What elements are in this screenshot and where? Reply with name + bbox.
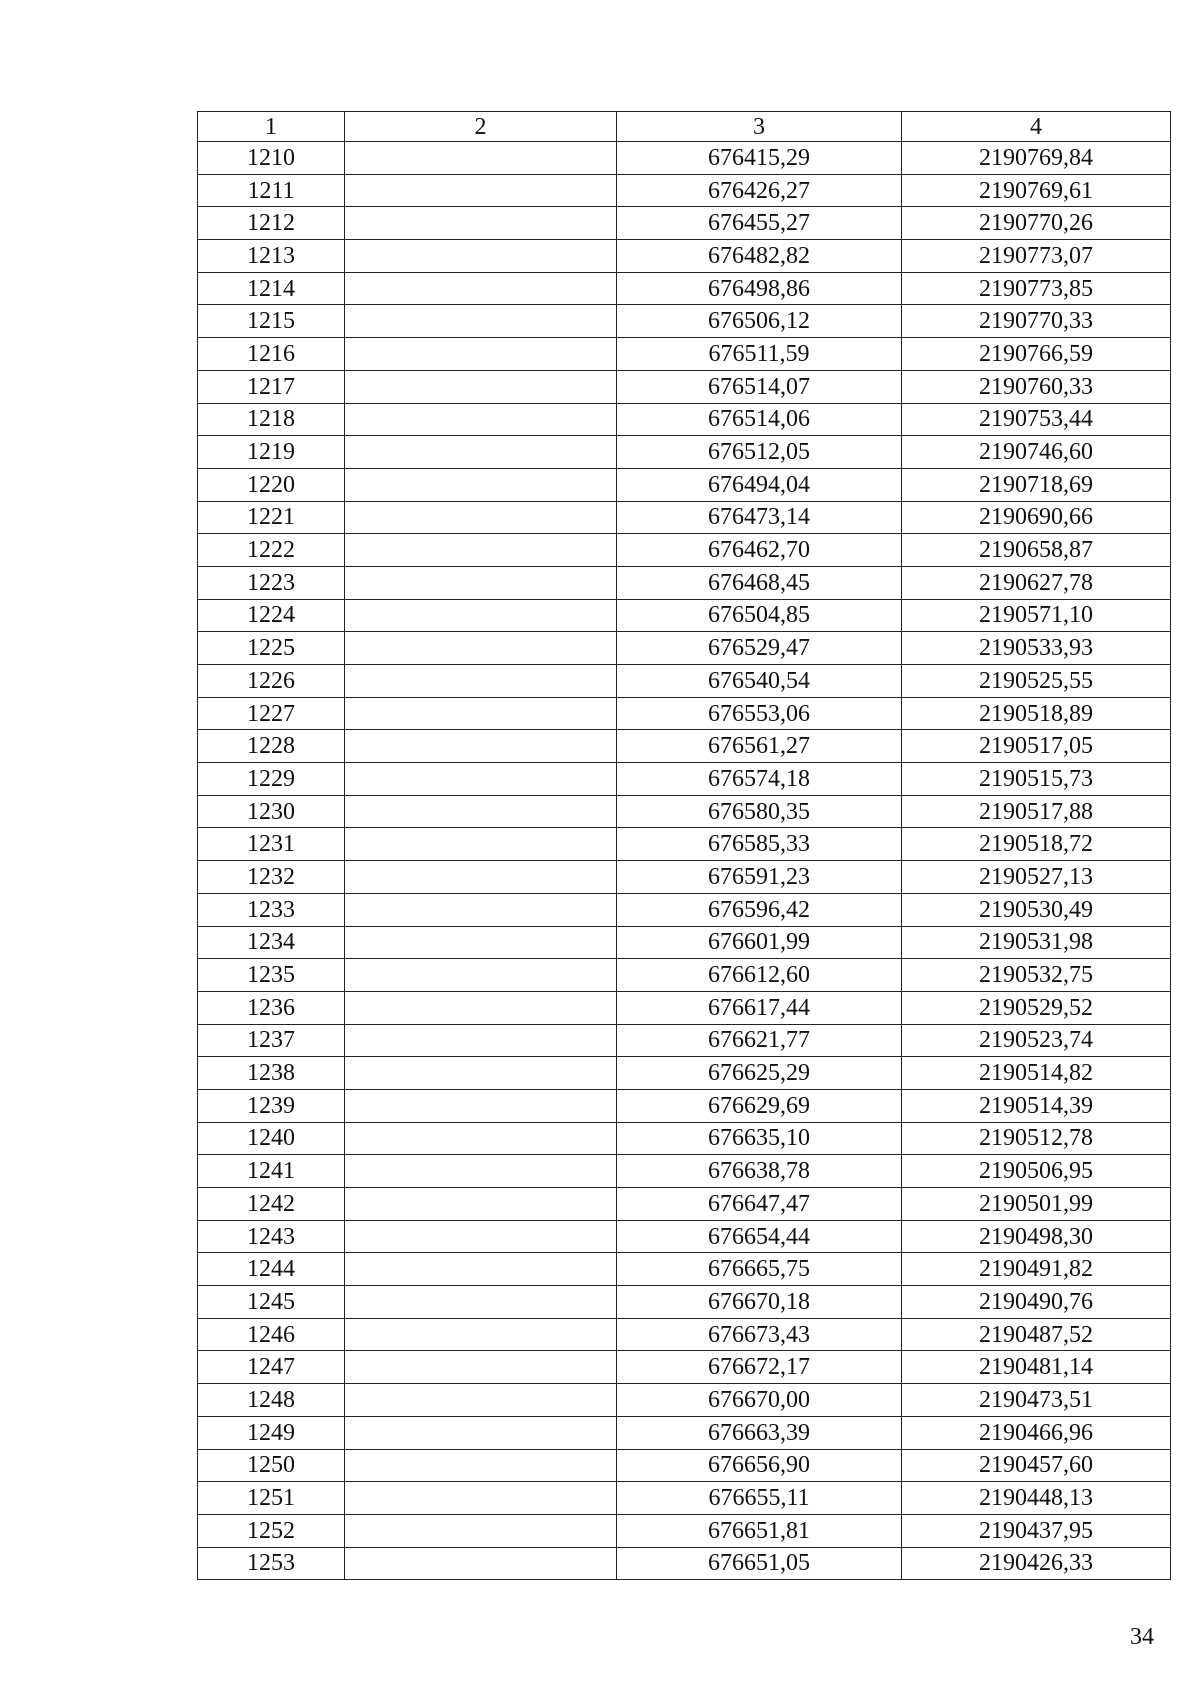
point-number-cell: 1222	[198, 534, 345, 567]
x-coordinate-cell: 676656,90	[617, 1449, 902, 1482]
description-cell	[345, 632, 617, 665]
y-coordinate-cell: 2190627,78	[902, 566, 1171, 599]
description-cell	[345, 665, 617, 698]
y-coordinate-cell: 2190533,93	[902, 632, 1171, 665]
x-coordinate-cell: 676498,86	[617, 272, 902, 305]
x-coordinate-cell: 676663,39	[617, 1416, 902, 1449]
x-coordinate-cell: 676617,44	[617, 991, 902, 1024]
description-cell	[345, 501, 617, 534]
x-coordinate-cell: 676673,43	[617, 1318, 902, 1351]
x-coordinate-cell: 676672,17	[617, 1351, 902, 1384]
y-coordinate-cell: 2190426,33	[902, 1547, 1171, 1580]
description-cell	[345, 566, 617, 599]
point-number-cell: 1242	[198, 1188, 345, 1221]
x-coordinate-cell: 676655,11	[617, 1482, 902, 1515]
table-row	[198, 730, 1171, 763]
description-cell	[345, 893, 617, 926]
coordinates-table	[197, 111, 1171, 1580]
description-cell	[345, 926, 617, 959]
point-number-cell: 1232	[198, 861, 345, 894]
y-coordinate-cell: 2190525,55	[902, 665, 1171, 698]
point-number-cell: 1244	[198, 1253, 345, 1286]
description-cell	[345, 959, 617, 992]
table-row	[198, 1351, 1171, 1384]
y-coordinate-cell: 2190769,84	[902, 142, 1171, 175]
y-coordinate-cell: 2190514,82	[902, 1057, 1171, 1090]
y-coordinate-cell: 2190773,85	[902, 272, 1171, 305]
x-coordinate-cell: 676514,06	[617, 403, 902, 436]
table-row	[198, 436, 1171, 469]
point-number-cell: 1225	[198, 632, 345, 665]
x-coordinate-cell: 676512,05	[617, 436, 902, 469]
point-number-cell: 1215	[198, 305, 345, 338]
y-coordinate-cell: 2190766,59	[902, 338, 1171, 371]
description-cell	[345, 1057, 617, 1090]
point-number-cell: 1223	[198, 566, 345, 599]
y-coordinate-cell: 2190518,72	[902, 828, 1171, 861]
description-cell	[345, 1514, 617, 1547]
description-cell	[345, 272, 617, 305]
point-number-cell: 1227	[198, 697, 345, 730]
point-number-cell: 1251	[198, 1482, 345, 1515]
y-coordinate-cell: 2190769,61	[902, 174, 1171, 207]
y-coordinate-cell: 2190457,60	[902, 1449, 1171, 1482]
table-row	[198, 1384, 1171, 1417]
point-number-cell: 1216	[198, 338, 345, 371]
y-coordinate-cell: 2190501,99	[902, 1188, 1171, 1221]
point-number-cell: 1236	[198, 991, 345, 1024]
x-coordinate-cell: 676621,77	[617, 1024, 902, 1057]
description-cell	[345, 240, 617, 273]
point-number-cell: 1239	[198, 1089, 345, 1122]
x-coordinate-cell: 676625,29	[617, 1057, 902, 1090]
table-row	[198, 599, 1171, 632]
description-cell	[345, 1482, 617, 1515]
table-row	[198, 828, 1171, 861]
table-row	[198, 1416, 1171, 1449]
table-row	[198, 665, 1171, 698]
description-cell	[345, 1384, 617, 1417]
point-number-cell: 1241	[198, 1155, 345, 1188]
description-cell	[345, 1253, 617, 1286]
page-number: 34	[1130, 1624, 1154, 1650]
point-number-cell: 1253	[198, 1547, 345, 1580]
description-cell	[345, 468, 617, 501]
x-coordinate-cell: 676514,07	[617, 370, 902, 403]
description-cell	[345, 370, 617, 403]
point-number-cell: 1245	[198, 1286, 345, 1319]
table-row	[198, 763, 1171, 796]
table-row	[198, 1449, 1171, 1482]
table-row	[198, 305, 1171, 338]
point-number-cell: 1237	[198, 1024, 345, 1057]
point-number-cell: 1246	[198, 1318, 345, 1351]
column-header: 1	[198, 112, 345, 142]
x-coordinate-cell: 676580,35	[617, 795, 902, 828]
x-coordinate-cell: 676654,44	[617, 1220, 902, 1253]
table-row	[198, 632, 1171, 665]
table-body	[198, 142, 1171, 1580]
y-coordinate-cell: 2190718,69	[902, 468, 1171, 501]
description-cell	[345, 207, 617, 240]
x-coordinate-cell: 676651,05	[617, 1547, 902, 1580]
point-number-cell: 1238	[198, 1057, 345, 1090]
description-cell	[345, 991, 617, 1024]
x-coordinate-cell: 676574,18	[617, 763, 902, 796]
table-row	[198, 1057, 1171, 1090]
y-coordinate-cell: 2190498,30	[902, 1220, 1171, 1253]
y-coordinate-cell: 2190760,33	[902, 370, 1171, 403]
point-number-cell: 1220	[198, 468, 345, 501]
x-coordinate-cell: 676596,42	[617, 893, 902, 926]
point-number-cell: 1229	[198, 763, 345, 796]
description-cell	[345, 861, 617, 894]
y-coordinate-cell: 2190530,49	[902, 893, 1171, 926]
point-number-cell: 1249	[198, 1416, 345, 1449]
x-coordinate-cell: 676553,06	[617, 697, 902, 730]
table-row	[198, 1253, 1171, 1286]
x-coordinate-cell: 676473,14	[617, 501, 902, 534]
description-cell	[345, 1089, 617, 1122]
x-coordinate-cell: 676462,70	[617, 534, 902, 567]
description-cell	[345, 1351, 617, 1384]
description-cell	[345, 1547, 617, 1580]
table-row	[198, 240, 1171, 273]
y-coordinate-cell: 2190517,05	[902, 730, 1171, 763]
point-number-cell: 1240	[198, 1122, 345, 1155]
point-number-cell: 1230	[198, 795, 345, 828]
table-row	[198, 1089, 1171, 1122]
table-row	[198, 1220, 1171, 1253]
x-coordinate-cell: 676504,85	[617, 599, 902, 632]
y-coordinate-cell: 2190487,52	[902, 1318, 1171, 1351]
table-row	[198, 468, 1171, 501]
y-coordinate-cell: 2190490,76	[902, 1286, 1171, 1319]
table-row	[198, 893, 1171, 926]
x-coordinate-cell: 676482,82	[617, 240, 902, 273]
y-coordinate-cell: 2190753,44	[902, 403, 1171, 436]
description-cell	[345, 1286, 617, 1319]
point-number-cell: 1212	[198, 207, 345, 240]
point-number-cell: 1252	[198, 1514, 345, 1547]
table-row	[198, 959, 1171, 992]
table-row	[198, 174, 1171, 207]
x-coordinate-cell: 676629,69	[617, 1089, 902, 1122]
point-number-cell: 1214	[198, 272, 345, 305]
table-row	[198, 861, 1171, 894]
x-coordinate-cell: 676651,81	[617, 1514, 902, 1547]
table-row	[198, 501, 1171, 534]
x-coordinate-cell: 676561,27	[617, 730, 902, 763]
x-coordinate-cell: 676468,45	[617, 566, 902, 599]
x-coordinate-cell: 676591,23	[617, 861, 902, 894]
x-coordinate-cell: 676426,27	[617, 174, 902, 207]
point-number-cell: 1213	[198, 240, 345, 273]
point-number-cell: 1224	[198, 599, 345, 632]
point-number-cell: 1210	[198, 142, 345, 175]
point-number-cell: 1234	[198, 926, 345, 959]
y-coordinate-cell: 2190448,13	[902, 1482, 1171, 1515]
description-cell	[345, 1449, 617, 1482]
table-row	[198, 1024, 1171, 1057]
x-coordinate-cell: 676612,60	[617, 959, 902, 992]
y-coordinate-cell: 2190506,95	[902, 1155, 1171, 1188]
table-header-row	[198, 112, 1171, 142]
point-number-cell: 1226	[198, 665, 345, 698]
table-row	[198, 697, 1171, 730]
description-cell	[345, 403, 617, 436]
point-number-cell: 1233	[198, 893, 345, 926]
y-coordinate-cell: 2190658,87	[902, 534, 1171, 567]
point-number-cell: 1217	[198, 370, 345, 403]
x-coordinate-cell: 676529,47	[617, 632, 902, 665]
table-row	[198, 1155, 1171, 1188]
x-coordinate-cell: 676494,04	[617, 468, 902, 501]
table-row	[198, 207, 1171, 240]
table-row	[198, 338, 1171, 371]
y-coordinate-cell: 2190532,75	[902, 959, 1171, 992]
x-coordinate-cell: 676415,29	[617, 142, 902, 175]
description-cell	[345, 828, 617, 861]
y-coordinate-cell: 2190523,74	[902, 1024, 1171, 1057]
point-number-cell: 1211	[198, 174, 345, 207]
x-coordinate-cell: 676635,10	[617, 1122, 902, 1155]
table-row	[198, 991, 1171, 1024]
x-coordinate-cell: 676455,27	[617, 207, 902, 240]
description-cell	[345, 436, 617, 469]
description-cell	[345, 795, 617, 828]
description-cell	[345, 1220, 617, 1253]
table-row	[198, 403, 1171, 436]
description-cell	[345, 1318, 617, 1351]
table-row	[198, 1286, 1171, 1319]
description-cell	[345, 1122, 617, 1155]
description-cell	[345, 305, 617, 338]
column-header: 3	[617, 112, 902, 142]
y-coordinate-cell: 2190512,78	[902, 1122, 1171, 1155]
table-row	[198, 566, 1171, 599]
point-number-cell: 1247	[198, 1351, 345, 1384]
y-coordinate-cell: 2190531,98	[902, 926, 1171, 959]
point-number-cell: 1221	[198, 501, 345, 534]
x-coordinate-cell: 676638,78	[617, 1155, 902, 1188]
point-number-cell: 1228	[198, 730, 345, 763]
y-coordinate-cell: 2190529,52	[902, 991, 1171, 1024]
y-coordinate-cell: 2190746,60	[902, 436, 1171, 469]
description-cell	[345, 599, 617, 632]
table-row	[198, 1482, 1171, 1515]
x-coordinate-cell: 676670,18	[617, 1286, 902, 1319]
description-cell	[345, 763, 617, 796]
description-cell	[345, 1024, 617, 1057]
table-row	[198, 1122, 1171, 1155]
point-number-cell: 1248	[198, 1384, 345, 1417]
table-row	[198, 142, 1171, 175]
table-row	[198, 272, 1171, 305]
point-number-cell: 1218	[198, 403, 345, 436]
description-cell	[345, 730, 617, 763]
table-row	[198, 795, 1171, 828]
table-row	[198, 534, 1171, 567]
table-row	[198, 926, 1171, 959]
table-row	[198, 1514, 1171, 1547]
description-cell	[345, 142, 617, 175]
y-coordinate-cell: 2190770,33	[902, 305, 1171, 338]
y-coordinate-cell: 2190491,82	[902, 1253, 1171, 1286]
y-coordinate-cell: 2190437,95	[902, 1514, 1171, 1547]
y-coordinate-cell: 2190515,73	[902, 763, 1171, 796]
y-coordinate-cell: 2190770,26	[902, 207, 1171, 240]
x-coordinate-cell: 676506,12	[617, 305, 902, 338]
table-row	[198, 1188, 1171, 1221]
x-coordinate-cell: 676670,00	[617, 1384, 902, 1417]
description-cell	[345, 1416, 617, 1449]
x-coordinate-cell: 676585,33	[617, 828, 902, 861]
y-coordinate-cell: 2190473,51	[902, 1384, 1171, 1417]
table-row	[198, 370, 1171, 403]
column-header: 4	[902, 112, 1171, 142]
point-number-cell: 1243	[198, 1220, 345, 1253]
x-coordinate-cell: 676601,99	[617, 926, 902, 959]
column-header: 2	[345, 112, 617, 142]
point-number-cell: 1250	[198, 1449, 345, 1482]
y-coordinate-cell: 2190571,10	[902, 599, 1171, 632]
y-coordinate-cell: 2190527,13	[902, 861, 1171, 894]
point-number-cell: 1235	[198, 959, 345, 992]
point-number-cell: 1219	[198, 436, 345, 469]
description-cell	[345, 174, 617, 207]
point-number-cell: 1231	[198, 828, 345, 861]
description-cell	[345, 338, 617, 371]
y-coordinate-cell: 2190466,96	[902, 1416, 1171, 1449]
x-coordinate-cell: 676511,59	[617, 338, 902, 371]
y-coordinate-cell: 2190481,14	[902, 1351, 1171, 1384]
x-coordinate-cell: 676665,75	[617, 1253, 902, 1286]
y-coordinate-cell: 2190690,66	[902, 501, 1171, 534]
description-cell	[345, 534, 617, 567]
y-coordinate-cell: 2190517,88	[902, 795, 1171, 828]
y-coordinate-cell: 2190514,39	[902, 1089, 1171, 1122]
table-row	[198, 1547, 1171, 1580]
x-coordinate-cell: 676647,47	[617, 1188, 902, 1221]
y-coordinate-cell: 2190518,89	[902, 697, 1171, 730]
description-cell	[345, 1188, 617, 1221]
description-cell	[345, 697, 617, 730]
y-coordinate-cell: 2190773,07	[902, 240, 1171, 273]
x-coordinate-cell: 676540,54	[617, 665, 902, 698]
table-row	[198, 1318, 1171, 1351]
description-cell	[345, 1155, 617, 1188]
